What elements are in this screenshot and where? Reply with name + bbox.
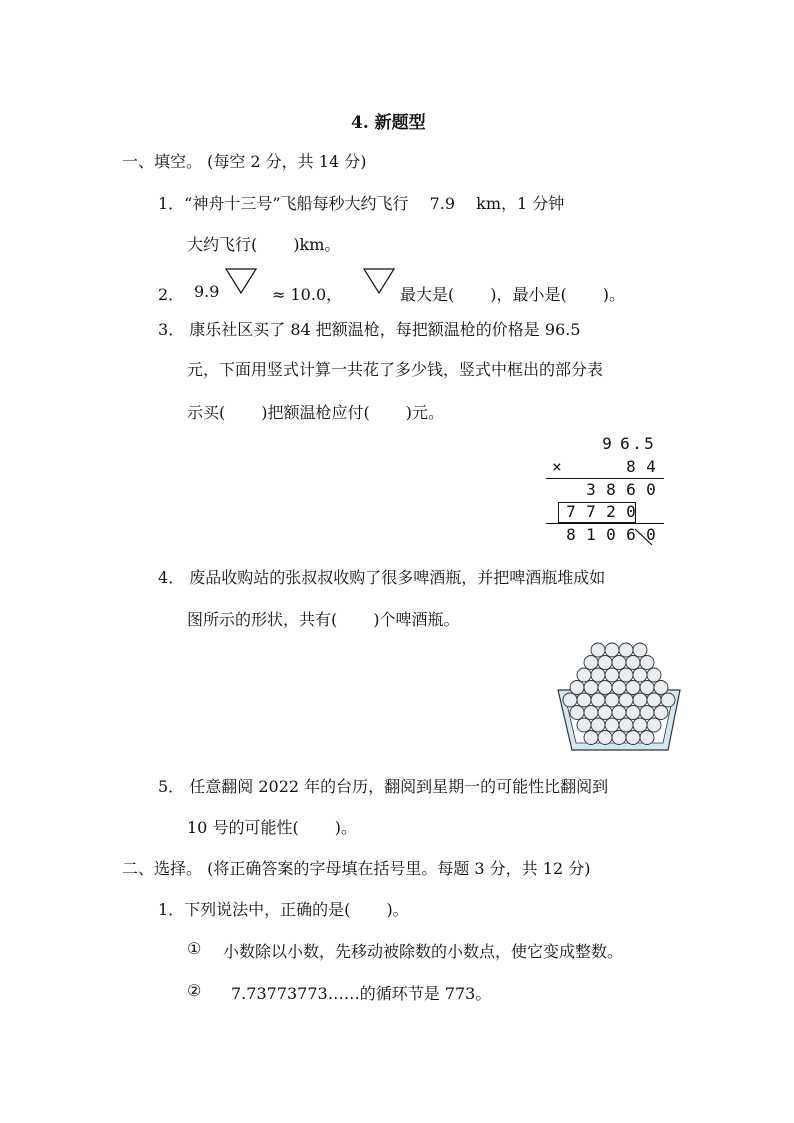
triangle-placeholder-icon [362,267,396,295]
bottle-circle [612,706,626,720]
q1-text-b: )km。 [293,235,341,254]
digit: 4 [646,457,656,476]
choice-question-1 [158,897,409,920]
bottle-circle [591,693,605,707]
question-2-value-a: 9.9 [194,282,220,301]
question-5-line-2 [187,815,357,838]
bottle-circle [633,693,647,707]
digit: 5 [644,434,654,453]
bottle-circle [626,706,640,720]
bottle-circle [640,681,654,695]
page-title: 4. 新题型 [351,113,426,133]
bottle-circle [605,643,619,657]
digit: 6 [626,480,636,499]
bottle-circle [626,731,640,745]
digit: 8 [606,480,616,499]
question-2-approx: ≈ 10.0， [272,285,343,304]
decimal-point: . [632,434,642,453]
q3-text-a: 示买( [187,403,226,422]
bottle-circle [584,706,598,720]
bottle-circle [647,693,661,707]
bottle-circle [612,656,626,670]
option-1-mark: ① [187,939,202,958]
bottle-circle [619,643,633,657]
question-3-line-1: 3． 康乐社区买了 84 把额温枪，每把额温枪的价格是 96.5 [158,320,581,339]
digit: 3 [586,480,596,499]
bottle-circle [640,656,654,670]
digit: 6 [626,525,636,544]
option-1-text: 小数除以小数，先移动被除数的小数点，使它变成整数。 [223,942,624,961]
digit: 0 [626,502,636,521]
q2-min-label: )，最小是( [490,285,567,304]
bottle-circle [591,718,605,732]
question-5-line-1: 5． 任意翻阅 2022 年的台历，翻阅到星期一的可能性比翻阅到 [158,777,609,796]
bottle-circle [640,706,654,720]
q2-end: )。 [602,285,625,304]
question-3-line-2: 元，下面用竖式计算一共花了多少钱，竖式中框出的部分表 [187,360,604,379]
bottle-circle [647,668,661,682]
choice-q1-end: )。 [386,900,409,919]
bottle-circle [654,681,668,695]
bottle-circle [661,693,675,707]
triangle-placeholder-icon [224,267,258,295]
times-sign: × [552,457,562,476]
digit: 7 [586,502,596,521]
q3-text-c: )元。 [405,403,444,422]
digit: 0 [606,525,616,544]
q4-text-b: )个啤酒瓶。 [373,610,460,629]
digit: 6 [620,434,630,453]
vertical-multiplication [540,434,670,546]
bottle-circle [570,681,584,695]
bottle-circle [619,693,633,707]
digit: 0 [646,525,656,544]
bottle-circle [605,668,619,682]
bottle-circle [605,718,619,732]
bottle-circle [598,706,612,720]
bottle-circle [619,718,633,732]
bottle-circle [598,731,612,745]
question-4-line-1: 4． 废品收购站的张叔叔收购了很多啤酒瓶，并把啤酒瓶堆成如 [158,568,606,587]
bottle-circle [612,731,626,745]
bottle-circle [626,681,640,695]
section-heading-fill-in: 一、填空。 (每空 2 分，共 14 分) [122,152,367,171]
question-4-line-2 [187,607,460,630]
bottle-circle [584,681,598,695]
bottle-circle [612,681,626,695]
bottle-circle [577,718,591,732]
digit: 8 [566,525,576,544]
bottle-circle [584,731,598,745]
divider-line [546,478,664,479]
bottle-circle [584,656,598,670]
bottle-circle [570,706,584,720]
bottle-circle [647,718,661,732]
section-heading-choice: 二、选择。 (将正确答案的字母填在括号里。每题 3 分，共 12 分) [122,859,591,878]
q1-text-a: 大约飞行( [187,235,258,254]
q5-text-b: )。 [334,818,357,837]
q5-text-a: 10 号的可能性( [187,818,299,837]
bottle-circle [577,693,591,707]
bottle-circle [654,706,668,720]
bottle-circle [563,693,577,707]
digit: 7 [566,502,576,521]
choice-q1-text: 1．下列说法中，正确的是( [158,900,351,919]
question-2-number: 2． [158,285,185,304]
digit: 9 [602,434,612,453]
option-2-mark: ② [187,981,202,1000]
bottle-circle [619,668,633,682]
question-2-rest [400,282,625,305]
bottle-circle [598,656,612,670]
q2-max-label: 最大是( [400,285,455,304]
bottle-circle [633,668,647,682]
bottle-circle [605,693,619,707]
bottle-circle [633,643,647,657]
digit: 2 [606,502,616,521]
bottle-circle [626,656,640,670]
q3-text-b: )把额温枪应付( [261,403,370,422]
question-1-line-1: 1．“神舟十三号”飞船每秒大约飞行 7.9 km，1 分钟 [158,194,565,213]
digit: 1 [586,525,596,544]
decimal-mark-slash-icon [632,526,658,548]
digit: 8 [626,457,636,476]
bottle-circle [633,718,647,732]
option-2-text: 7.73773773……的循环节是 773。 [231,984,492,1003]
divider-line [546,523,664,524]
bottle-circle [598,681,612,695]
beer-bottle-pile-figure [556,638,686,756]
bottle-circle [591,668,605,682]
question-1-line-2 [187,232,340,255]
bottle-circle [591,643,605,657]
bottle-circle [577,668,591,682]
question-3-line-3 [187,400,444,423]
q4-text-a: 图所示的形状，共有( [187,610,338,629]
digit: 0 [646,480,656,499]
bottle-circle [640,731,654,745]
